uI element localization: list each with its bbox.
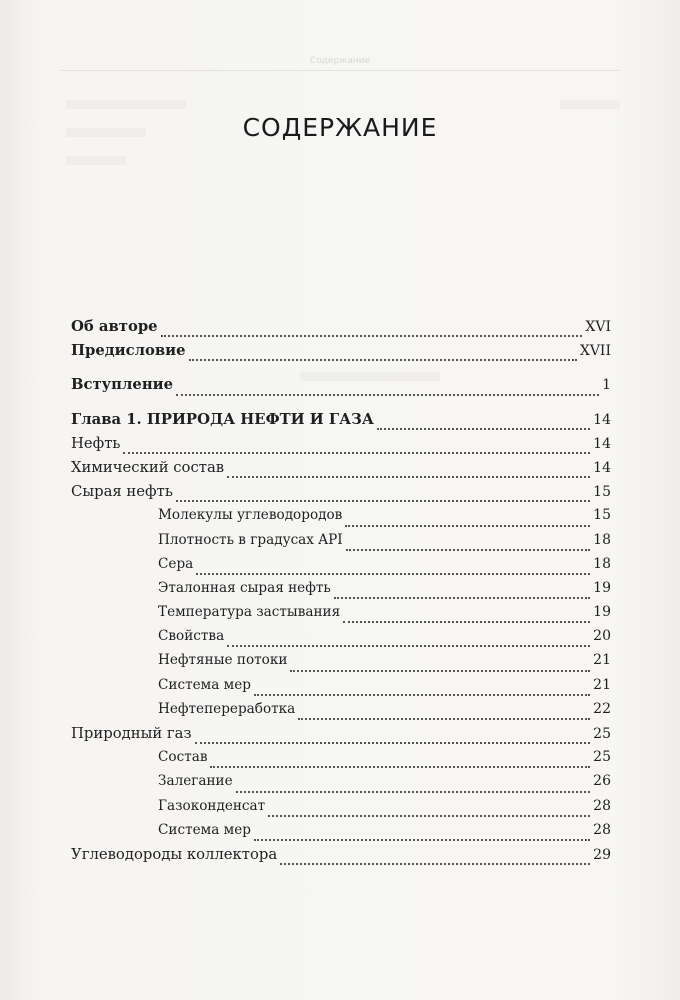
toc-entry-label: Система мер [158,821,251,838]
toc-chapter-entry[interactable] [71,411,611,435]
toc-entry-label: Предисловие [71,342,186,360]
toc-subentry[interactable] [71,532,611,556]
dot-leader [290,670,590,672]
toc-entry-label: Углеводороды коллектора [71,845,278,863]
toc-entry-label: Система мер [158,676,251,693]
toc-entry-page: XVII [579,343,611,360]
toc-entry[interactable] [71,435,611,459]
toc-subentry[interactable] [71,507,611,531]
toc-entry[interactable] [71,459,611,483]
toc-entry-label: Залегание [158,773,233,790]
dot-leader [268,815,590,817]
dot-leader [196,573,590,575]
toc-entry-label: Нефтяные потоки [158,652,288,669]
toc-entry-page: 29 [593,846,611,863]
toc-entry-page: 28 [593,821,611,838]
toc-entry-label: Свойства [158,628,225,645]
toc-entry-label: Об авторе [71,318,158,335]
dot-leader [298,718,590,720]
toc-entry-page: 14 [593,435,611,452]
dot-leader [227,476,590,478]
toc-entry-page: 21 [593,652,611,669]
toc-entry[interactable] [71,318,611,342]
toc-entry-label: Природный газ [71,725,192,742]
toc-entry-page: 14 [593,411,611,428]
toc-entry-page: XVI [585,319,611,335]
dot-leader [189,359,577,361]
toc-subentry[interactable] [71,652,611,676]
bleed-through-line [66,156,126,165]
toc-entry-page: 15 [593,507,611,524]
toc-entry-label: Сырая нефть [71,483,173,501]
toc-entry-page: 21 [593,676,611,693]
dot-leader [334,597,590,599]
toc-entry-label: Нефть [71,434,121,452]
toc-entry-label: Плотность в градусах API [158,531,343,548]
running-header-bleed: Содержание [60,52,620,71]
dot-leader [343,621,590,623]
dot-leader [176,394,599,396]
toc-subentry[interactable] [71,677,611,701]
toc-entry-page: 25 [593,726,611,742]
dot-leader [236,791,591,793]
toc-subentry[interactable] [71,580,611,604]
toc-entry[interactable] [71,846,611,870]
toc-entry-label: Газоконденсат [158,797,266,814]
toc-entry-page: 18 [593,531,611,548]
toc-entry-page: 14 [593,459,611,476]
toc-entry-label: Состав [158,749,208,766]
dot-leader [176,500,590,502]
toc-entry-page: 15 [593,484,611,501]
page-title: СОДЕРЖАНИЕ [242,112,438,142]
toc-subentry[interactable] [71,749,611,773]
toc-entry-label: Глава 1. ПРИРОДА НЕФТИ И ГАЗА [71,410,374,428]
dot-leader [377,428,590,430]
toc-subentry[interactable] [71,628,611,652]
toc-entry-page: 19 [593,604,611,621]
toc-entry-label: Вступление [71,376,174,394]
toc-subentry[interactable] [71,556,611,580]
bleed-through-line [66,100,186,109]
dot-leader [345,525,590,527]
toc-entry-page: 1 [602,377,611,394]
toc-entry-label: Сера [158,555,194,572]
toc-entry-label: Температура застывания [158,604,341,621]
bleed-through-line [560,100,620,109]
toc-subentry[interactable] [71,798,611,822]
toc-entry[interactable] [71,725,611,749]
toc-entry[interactable] [71,376,611,400]
dot-leader [227,645,590,647]
toc-subentry[interactable] [71,701,611,725]
toc-entry-label: Химический состав [71,458,225,476]
toc-entry-page: 20 [593,628,611,645]
dot-leader [210,766,590,768]
dot-leader [254,694,590,696]
dot-leader [346,549,591,551]
dot-leader [254,839,590,841]
toc-subentry[interactable] [71,604,611,628]
toc-entry[interactable] [71,342,611,366]
toc-entry[interactable] [71,483,611,507]
toc-entry-label: Молекулы углеводородов [158,507,343,524]
toc-entry-page: 26 [593,773,611,790]
toc-entry-page: 19 [593,579,611,596]
toc-entry-page: 25 [593,749,611,766]
toc-entry-page: 22 [593,700,611,717]
toc-entry-page: 28 [593,797,611,814]
table-of-contents [71,318,611,870]
toc-subentry[interactable] [71,822,611,846]
dot-leader [123,452,590,454]
dot-leader [280,863,590,865]
toc-entry-label: Эталонная сырая нефть [158,579,331,596]
dot-leader [161,335,583,337]
toc-subentry[interactable] [71,773,611,797]
toc-entry-page: 18 [593,555,611,572]
dot-leader [195,742,591,744]
toc-entry-label: Нефтепереработка [158,700,296,717]
